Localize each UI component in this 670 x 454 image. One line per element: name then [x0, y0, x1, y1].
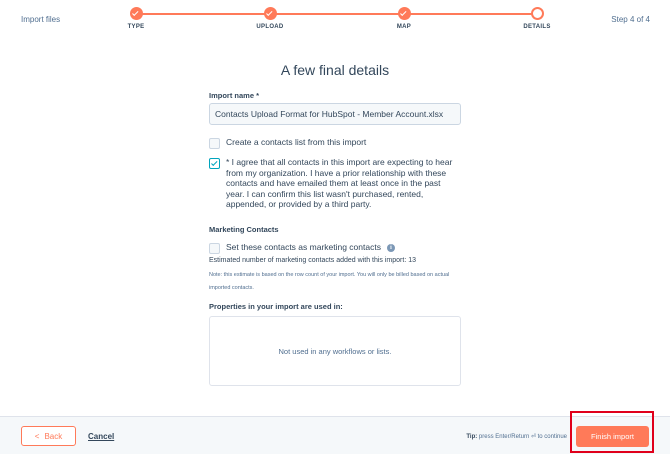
step-details — [507, 7, 567, 30]
step-type — [106, 7, 166, 30]
step-label: MAP — [396, 24, 412, 30]
finish-import-button[interactable]: Finish import — [576, 426, 649, 447]
properties-empty-text: Not used in any workflows or lists. — [278, 346, 392, 356]
keyboard-tip — [466, 433, 567, 440]
back-button-label: Back — [44, 431, 63, 441]
step-label: DETAILS — [523, 24, 551, 30]
marketing-contacts-checkbox[interactable] — [209, 243, 220, 254]
create-list-option[interactable] — [209, 137, 366, 149]
marketing-contacts-label: Set these contacts as marketing contacts — [226, 242, 381, 252]
step-complete-icon — [264, 7, 277, 20]
step-complete-icon — [130, 7, 143, 20]
step-label: UPLOAD — [256, 24, 284, 30]
create-list-checkbox[interactable] — [209, 138, 220, 149]
tip-text: press Enter/Return ⏎ to continue — [478, 434, 567, 440]
chevron-left-icon: < — [34, 431, 40, 441]
step-label: TYPE — [127, 24, 145, 30]
tip-prefix: Tip: — [466, 434, 478, 440]
highlight-box — [570, 411, 654, 453]
import-header — [0, 0, 670, 40]
properties-usage-box — [209, 316, 461, 386]
page-title: A few final details — [280, 62, 390, 78]
create-list-label: Create a contacts list from this import — [226, 137, 367, 147]
marketing-estimate-text: Estimated number of marketing contacts added with this import: 13 — [209, 257, 416, 264]
consent-option[interactable] — [209, 157, 461, 210]
step-upload — [240, 7, 300, 30]
stepper-progress-line — [136, 13, 537, 15]
checkmark-icon — [211, 160, 217, 166]
cancel-link[interactable]: Cancel — [88, 432, 115, 441]
properties-heading: Properties in your import are used in: — [209, 302, 343, 311]
step-current-icon — [531, 7, 544, 20]
consent-checkbox[interactable] — [209, 158, 220, 169]
step-complete-icon — [398, 7, 411, 20]
step-indicator: Step 4 of 4 — [611, 15, 650, 24]
info-icon[interactable]: i — [387, 244, 395, 252]
marketing-contacts-heading: Marketing Contacts — [209, 225, 279, 234]
import-name-label: Import name * — [209, 91, 260, 100]
header-title: Import files — [21, 15, 61, 24]
import-name-input[interactable] — [209, 103, 461, 125]
step-map — [374, 7, 434, 30]
consent-label: * I agree that all contacts in this import are expecting to hear from my organization. I have a prior relationship with these contacts and have emailed them at least once in the past year. I can confirm this list wasn't purchased, rented, appended, or provided by a third party. — [226, 157, 453, 209]
marketing-contacts-option[interactable] — [209, 242, 395, 254]
back-button[interactable] — [21, 426, 76, 446]
marketing-estimate-note: Note: this estimate is based on the row count of your import. You will only be billed based on actual imported contacts. — [209, 272, 450, 291]
